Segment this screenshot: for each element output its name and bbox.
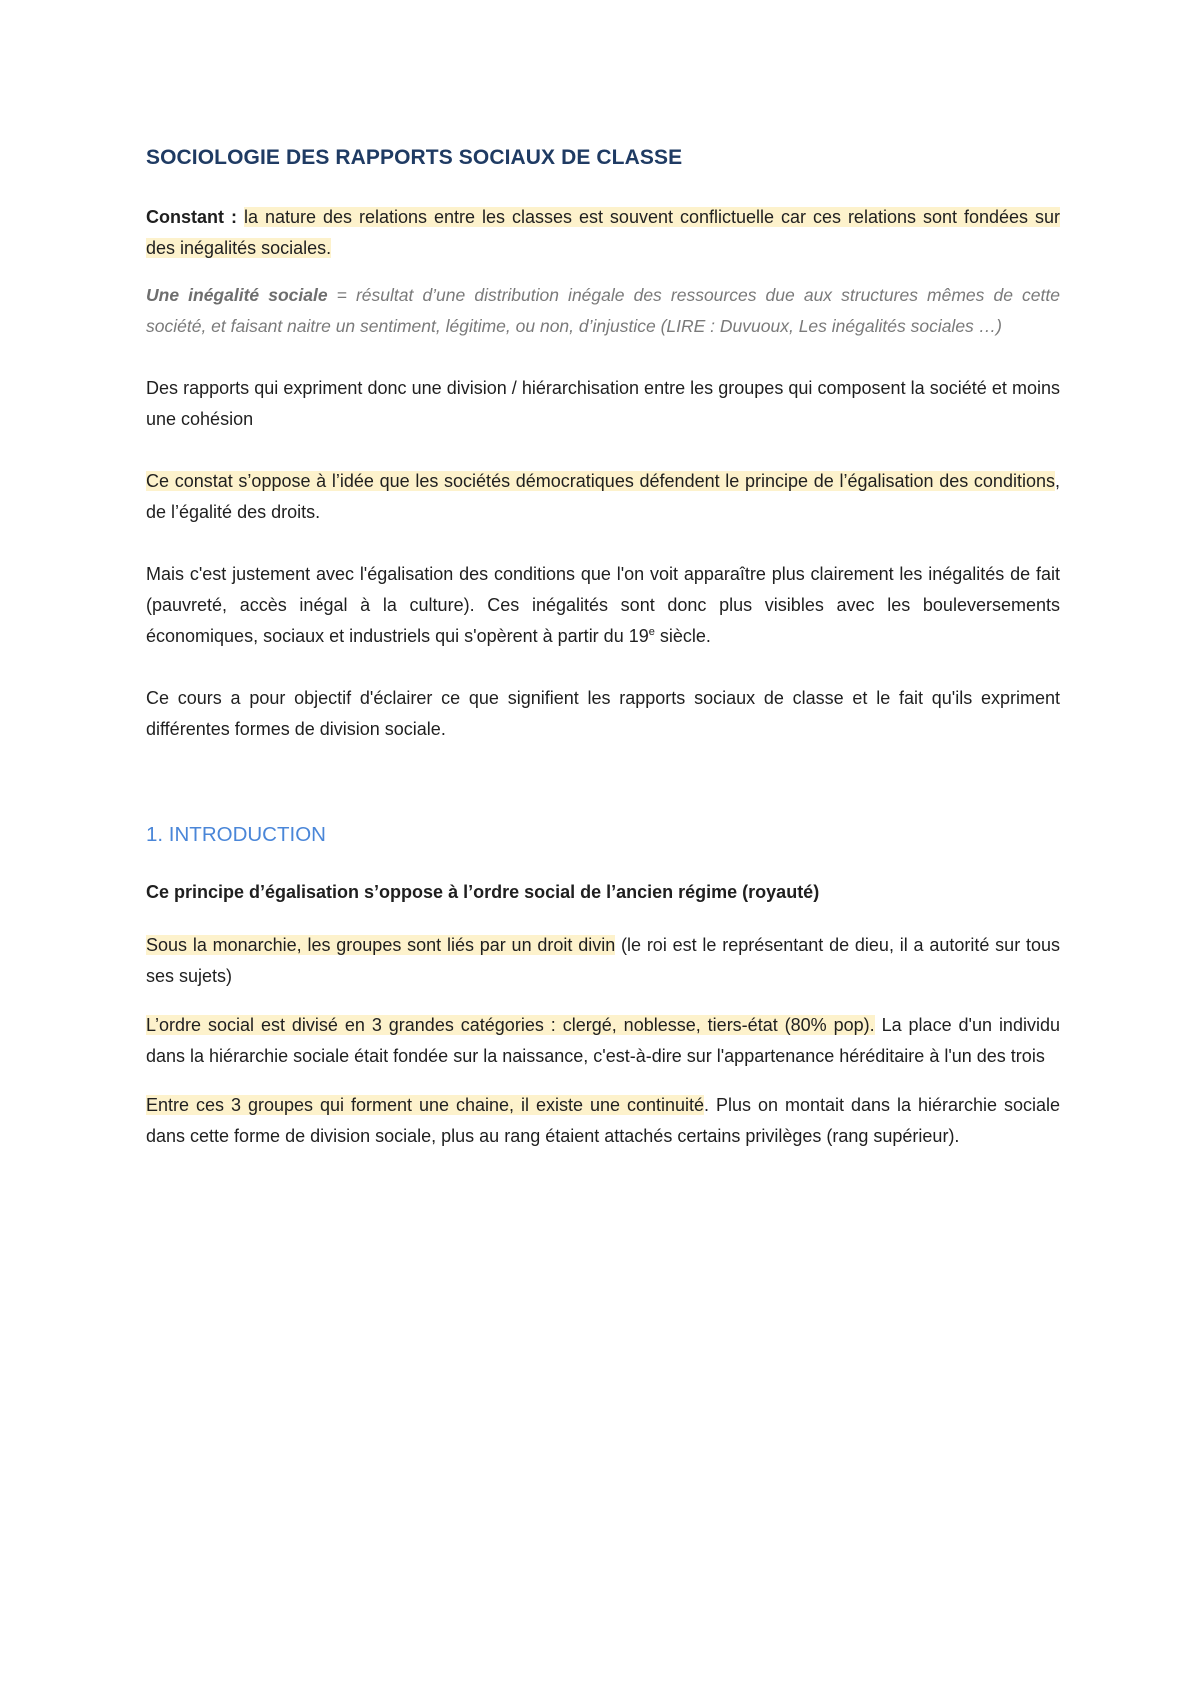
paragraph-egalisation-end: siècle. [654, 626, 711, 646]
paragraph-objectif: Ce cours a pour objectif d'éclairer ce que signifient les rapports sociaux de classe et le fait qu'ils expriment différentes formes de division sociale. [146, 688, 1060, 739]
definition-text: = résultat d’une distribution inégale des ressources due aux structures mêmes de cette société, et faisant naitre un sentiment, légitime, ou non, d’injustice (LIRE : Duvuoux, Les inégalités sociales …) [146, 285, 1060, 336]
constat-paragraph [146, 202, 1060, 264]
paragraph-continuite-rest: . Plus on montait dans la hiérarchie sociale dans cette forme de division sociale, plus au rang étaient attachés certains privilèges (rang supérieur). [146, 1095, 1060, 1146]
paragraph-constat-oppose [146, 466, 1060, 528]
paragraph-ordre-highlight: L’ordre social est divisé en 3 grandes catégories : clergé, noblesse, tiers-état (80% pop). [146, 1015, 875, 1035]
paragraph-ordre-social [146, 1010, 1060, 1072]
paragraph-monarchie-highlight: Sous la monarchie, les groupes sont liés par un droit divin [146, 935, 616, 955]
paragraph-continuite-highlight: Entre ces 3 groupes qui forment une chaine, il existe une continuité [146, 1095, 705, 1115]
paragraph-ordre-rest: La place d'un individu dans la hiérarchie sociale était fondée sur la naissance, c'est-à-dire sur l'appartenance héréditaire à l'un des trois [146, 1015, 1060, 1066]
section-subheading: Ce principe d’égalisation s’oppose à l’ordre social de l’ancien régime (royauté) [146, 882, 820, 902]
paragraph-egalisation-text: Mais c'est justement avec l'égalisation des conditions que l'on voit apparaître plus clairement les inégalités de fait (pauvreté, accès inégal à la culture). Ces inégalités sont donc plus visibles avec les bouleversements économiques, sociaux et industriels qui s'opèrent à partir du 19 [146, 564, 1060, 646]
paragraph-monarchie-rest: (le roi est le représentant de dieu, il a autorité sur tous ses sujets) [146, 935, 1061, 986]
document-title: SOCIOLOGIE DES RAPPORTS SOCIAUX DE CLASSE [146, 146, 683, 169]
paragraph-rapports: Des rapports qui expriment donc une division / hiérarchisation entre les groupes qui composent la société et moins une cohésion [146, 378, 1060, 429]
constat-highlight: la nature des relations entre les classes est souvent conflictuelle car ces relations sont fondées sur des inégalités sociales. [146, 207, 1060, 258]
paragraph-continuite [146, 1090, 1060, 1152]
section-heading-introduction: 1. INTRODUCTION [146, 823, 326, 846]
definition-paragraph [146, 280, 1060, 342]
definition-term: Une inégalité sociale [146, 285, 328, 305]
paragraph-constat-highlight: Ce constat s’oppose à l’idée que les sociétés démocratiques défendent le principe de l’égalisation des conditions [146, 471, 1055, 491]
paragraph-egalisation [146, 559, 1060, 652]
century-superscript: e [648, 626, 655, 638]
constat-label: Constant : [146, 207, 237, 227]
paragraph-monarchie [146, 930, 1060, 992]
paragraph-constat-rest: , de l’égalité des droits. [146, 471, 1060, 522]
document-content [146, 146, 1060, 1152]
